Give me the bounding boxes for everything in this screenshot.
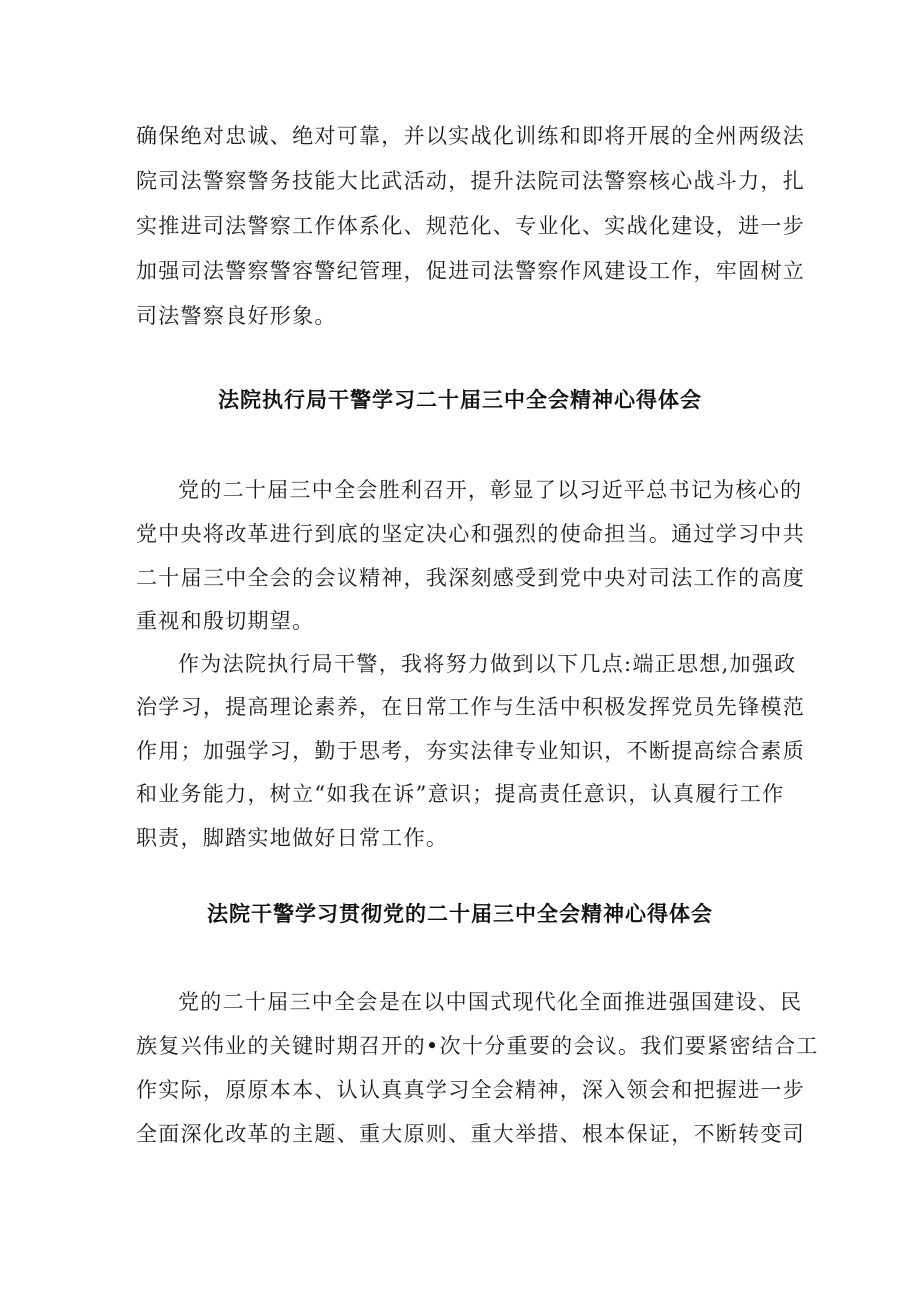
paragraph-line: 和业务能力，树立“如我在诉”意识；提高责任意识，认真履行工作 [136, 782, 785, 806]
paragraph-line: 重视和殷切期望。 [136, 609, 315, 633]
paragraph-line: 作为法院执行局干警，我将努力做到以下几点:端正思想,加强政 [178, 652, 797, 676]
paragraph-line: 职责，脚踏实地做好日常工作。 [136, 826, 449, 850]
paragraph-line: 院司法警察警务技能大比武活动，提升法院司法警察核心战斗力，扎 [136, 169, 805, 193]
paragraph-line: 确保绝对忠诚、绝对可靠，并以实战化训练和即将开展的全州两级法 [136, 124, 805, 148]
paragraph-line: 作实际，原原本本、认认真真学习全会精神，深入领会和把握进一步 [136, 1078, 805, 1102]
paragraph-line: 司法警察良好形象。 [136, 304, 337, 328]
paragraph-line: 实推进司法警察工作体系化、规范化、专业化、实战化建设，进一步 [136, 214, 805, 238]
paragraph-line: 党中央将改革进行到底的坚定决心和强烈的使命担当。通过学习中共 [136, 522, 805, 546]
paragraph-line: 族复兴伟业的关键时期召开的•次十分重要的会议。我们要紧密结合工 [136, 1034, 819, 1058]
paragraph-line: 加强司法警察警容警纪管理，促进司法警察作风建设工作，牢固树立 [136, 259, 805, 283]
paragraph-line: 二十届三中全会的会议精神，我深刻感受到党中央对司法工作的高度 [136, 566, 805, 590]
paragraph-line: 党的二十届三中全会胜利召开，彰显了以习近平总书记为核心的 [178, 478, 803, 502]
section-title: 法院执行局干警学习二十届三中全会精神心得体会 [218, 388, 702, 412]
paragraph-line: 作用；加强学习，勤于思考，夯实法律专业知识，不断提高综合素质 [136, 739, 805, 763]
paragraph-line: 全面深化改革的主题、重大原则、重大举措、根本保证，不断转变司 [136, 1122, 805, 1146]
paragraph-line: 治学习，提高理论素养，在日常工作与生活中积极发挥党员先锋模范 [136, 695, 805, 719]
paragraph-line: 党的二十届三中全会是在以中国式现代化全面推进强国建设、民 [178, 990, 803, 1014]
section-title: 法院干警学习贯彻党的二十届三中全会精神心得体会 [207, 902, 713, 926]
